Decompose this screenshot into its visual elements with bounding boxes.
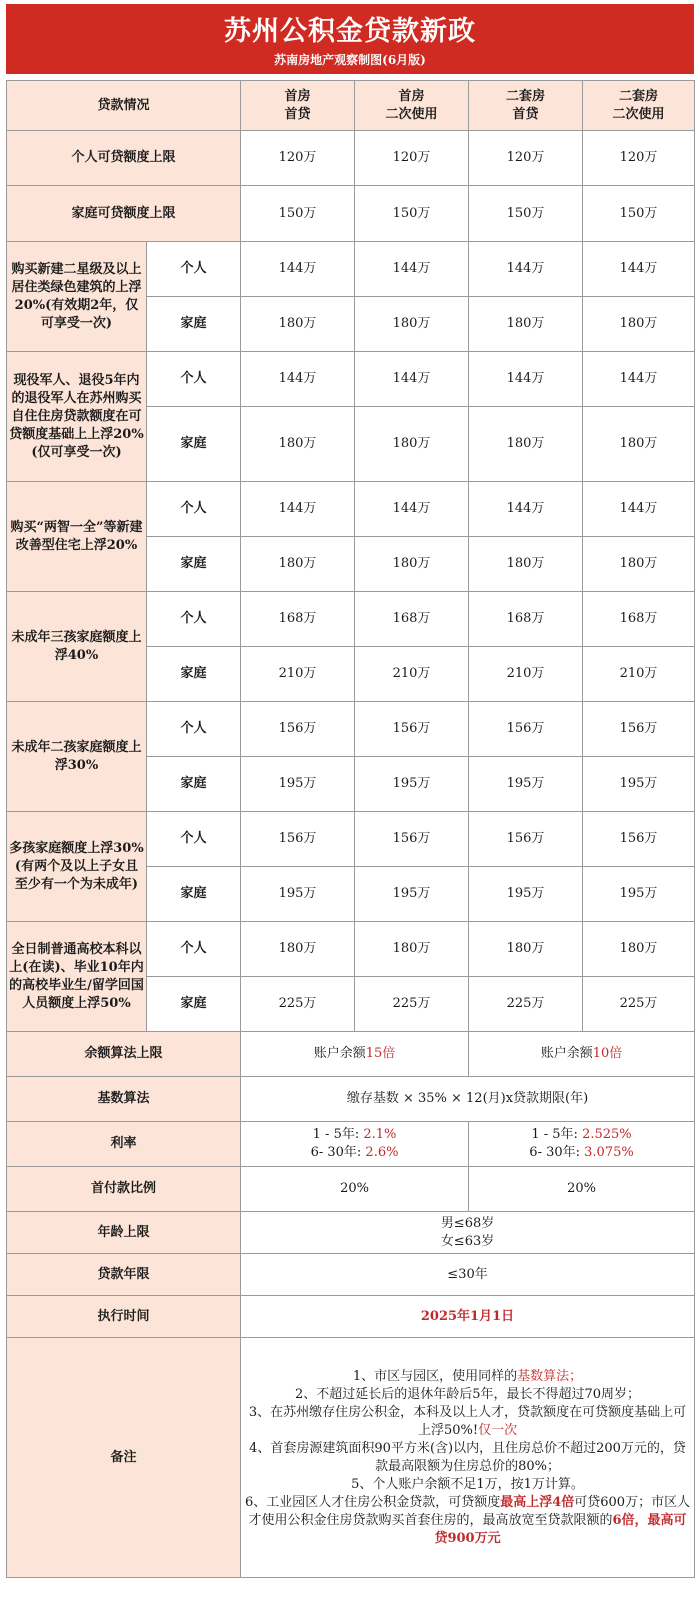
balance-second-home: [469, 1032, 695, 1077]
row-label-green-building: 购买新建二星级及以上居住类绿色建筑的上浮20%(有效期2年，仅可享受一次): [7, 242, 147, 352]
interest-second-short: [471, 1126, 692, 1144]
remark-6-highlight-2: 6倍，最高可贷900万元: [434, 1512, 687, 1546]
cell-value: 180万: [241, 407, 355, 482]
loan-term-value: ≤30年: [241, 1254, 695, 1296]
header-loan-status: 贷款情况: [7, 81, 241, 131]
sub-label-individual: 个人: [147, 922, 241, 977]
cell-value: 195万: [583, 757, 695, 812]
header-col-1-line1: 首房: [284, 88, 311, 104]
cell-value: 180万: [241, 537, 355, 592]
cell-value: 180万: [355, 922, 469, 977]
cell-value: 144万: [583, 482, 695, 537]
balance-first-multiplier: 15倍: [365, 1046, 396, 1061]
cell-value: 150万: [469, 186, 583, 242]
cell-value: 195万: [469, 757, 583, 812]
interest-first-home: [241, 1122, 469, 1167]
age-limit-male: 男≤68岁: [440, 1215, 495, 1231]
row-label-three-child: 未成年三孩家庭额度上浮40%: [7, 592, 147, 702]
header-col-3-line2: 首贷: [512, 106, 539, 122]
cell-value: 144万: [241, 482, 355, 537]
header-col-2-line1: 首房: [398, 88, 425, 104]
interest-term-label: 6- 30年:: [529, 1145, 585, 1160]
table-header-row: [7, 81, 695, 131]
remarks-content: [241, 1338, 695, 1578]
header-col-4-line2: 二次使用: [612, 106, 665, 122]
interest-term-label: 1 - 5年:: [312, 1127, 364, 1142]
remark-1-text: 1、市区与园区，使用同样的: [352, 1368, 518, 1384]
remark-6: [243, 1494, 692, 1548]
header-col-2-line2: 二次使用: [385, 106, 438, 122]
table-row: [7, 702, 695, 757]
cell-value: 150万: [355, 186, 469, 242]
cell-value: 156万: [583, 812, 695, 867]
remark-6-text: 6、工业园区人才住房公积金贷款，可贷额度: [244, 1494, 501, 1510]
cell-value: 156万: [583, 702, 695, 757]
table-row: [7, 922, 695, 977]
down-payment-first: 20%: [241, 1167, 469, 1212]
loan-policy-table: [6, 80, 695, 1578]
row-label-graduates: 全日制普通高校本科以上(在读)、毕业10年内的高校毕业生/留学回国人员额度上浮50%: [7, 922, 147, 1032]
table-row: [7, 1338, 695, 1578]
cell-value: 144万: [469, 482, 583, 537]
row-label-multi-child: 多孩家庭额度上浮30%(有两个及以上子女且至少有一个为未成年): [7, 812, 147, 922]
table-row: [7, 592, 695, 647]
cell-value: 144万: [241, 352, 355, 407]
balance-second-multiplier: 10倍: [592, 1046, 623, 1061]
row-label-family-limit: 家庭可贷额度上限: [7, 186, 241, 242]
row-label-military: 现役军人、退役5年内的退役军人在苏州购买自住住房贷款额度在可贷额度基础上上浮20%(仅可享受一次): [7, 352, 147, 482]
page-title: 苏州公积金贷款新政: [224, 16, 476, 47]
interest-rate: 2.6%: [365, 1145, 399, 1160]
cell-value: 120万: [241, 131, 355, 186]
cell-value: 210万: [583, 647, 695, 702]
remark-5: 5、个人账户余额不足1万，按1万计算。: [351, 1476, 584, 1492]
table-row: [7, 1296, 695, 1338]
table-row: [7, 242, 695, 297]
interest-second-long: [471, 1144, 692, 1162]
remark-3: [243, 1404, 692, 1440]
cell-value: 156万: [469, 702, 583, 757]
table-row: [7, 186, 695, 242]
cell-value: 150万: [583, 186, 695, 242]
cell-value: 180万: [583, 407, 695, 482]
table-row: [7, 482, 695, 537]
cell-value: 210万: [355, 647, 469, 702]
sub-label-family: 家庭: [147, 867, 241, 922]
cell-value: 180万: [583, 537, 695, 592]
remark-3-highlight: 仅一次: [478, 1422, 518, 1438]
sub-label-family: 家庭: [147, 407, 241, 482]
table-row: [7, 1212, 695, 1254]
row-label-interest: 利率: [7, 1122, 241, 1167]
row-label-base-algo: 基数算法: [7, 1077, 241, 1122]
cell-value: 144万: [469, 242, 583, 297]
interest-first-short: [243, 1126, 466, 1144]
cell-value: 144万: [355, 352, 469, 407]
sub-label-individual: 个人: [147, 812, 241, 867]
row-label-down-payment: 首付款比例: [7, 1167, 241, 1212]
cell-value: 180万: [469, 297, 583, 352]
interest-term-label: 6- 30年:: [310, 1145, 366, 1160]
header-col-3: [469, 81, 583, 131]
cell-value: 180万: [355, 407, 469, 482]
row-label-effective: 执行时间: [7, 1296, 241, 1338]
table-row: [7, 1167, 695, 1212]
cell-value: 225万: [469, 977, 583, 1032]
row-label-two-child: 未成年二孩家庭额度上浮30%: [7, 702, 147, 812]
header-col-1-line2: 首贷: [284, 106, 311, 122]
cell-value: 144万: [583, 242, 695, 297]
remark-3-text: 3、在苏州缴存住房公积金，本科及以上人才，贷款额度在可贷额度基础上可上浮50%!: [248, 1404, 687, 1438]
table-row: [7, 1122, 695, 1167]
row-label-age-limit: 年龄上限: [7, 1212, 241, 1254]
table-row: [7, 131, 695, 186]
sub-label-individual: 个人: [147, 702, 241, 757]
cell-value: 180万: [355, 297, 469, 352]
cell-value: 144万: [583, 352, 695, 407]
cell-value: 180万: [583, 922, 695, 977]
cell-value: 168万: [469, 592, 583, 647]
age-limit-values: [241, 1212, 695, 1254]
cell-value: 225万: [241, 977, 355, 1032]
cell-value: 144万: [469, 352, 583, 407]
cell-value: 180万: [583, 297, 695, 352]
cell-value: 156万: [355, 702, 469, 757]
cell-value: 195万: [355, 867, 469, 922]
header-col-2: [355, 81, 469, 131]
table-row: [7, 1254, 695, 1296]
sub-label-individual: 个人: [147, 352, 241, 407]
remark-6-highlight: 最高上浮4倍: [500, 1494, 575, 1510]
cell-value: 195万: [241, 867, 355, 922]
cell-value: 144万: [241, 242, 355, 297]
cell-value: 180万: [241, 922, 355, 977]
effective-date: 2025年1月1日: [241, 1296, 695, 1338]
cell-value: 180万: [469, 537, 583, 592]
cell-value: 150万: [241, 186, 355, 242]
remark-1-highlight: 基数算法；: [517, 1368, 583, 1384]
interest-rate: 2.1%: [363, 1127, 397, 1142]
cell-value: 180万: [241, 297, 355, 352]
cell-value: 180万: [355, 537, 469, 592]
header-col-1: [241, 81, 355, 131]
down-payment-second: 20%: [469, 1167, 695, 1212]
cell-value: 156万: [469, 812, 583, 867]
row-label-personal-limit: 个人可贷额度上限: [7, 131, 241, 186]
interest-term-label: 1 - 5年:: [531, 1127, 583, 1142]
table-row: [7, 812, 695, 867]
cell-value: 195万: [355, 757, 469, 812]
row-label-remarks: 备注: [7, 1338, 241, 1578]
remark-2: 2、不超过延长后的退休年龄后5年，最长不得超过70周岁；: [294, 1386, 641, 1402]
cell-value: 225万: [583, 977, 695, 1032]
interest-rate: 2.525%: [582, 1127, 632, 1142]
cell-value: 180万: [469, 922, 583, 977]
cell-value: 225万: [355, 977, 469, 1032]
remark-4: 4、首套房源建筑面积90平方米(含)以内，且住房总价不超过200万元的，贷款最高限额为住房总价的80%；: [249, 1440, 686, 1474]
row-label-balance-algo: 余额算法上限: [7, 1032, 241, 1077]
cell-value: 168万: [355, 592, 469, 647]
sub-label-family: 家庭: [147, 647, 241, 702]
remark-1: [243, 1368, 692, 1386]
sub-label-family: 家庭: [147, 297, 241, 352]
cell-value: 144万: [355, 242, 469, 297]
cell-value: 195万: [241, 757, 355, 812]
cell-value: 120万: [583, 131, 695, 186]
balance-second-prefix: 账户余额: [540, 1046, 593, 1061]
page-subtitle: 苏南房地产观察制图(6月版): [274, 53, 426, 67]
sub-label-family: 家庭: [147, 757, 241, 812]
row-label-loan-term: 贷款年限: [7, 1254, 241, 1296]
cell-value: 180万: [469, 407, 583, 482]
balance-first-prefix: 账户余额: [313, 1046, 366, 1061]
cell-value: 210万: [241, 647, 355, 702]
sub-label-family: 家庭: [147, 537, 241, 592]
title-banner: [6, 4, 694, 74]
header-col-3-line1: 二套房: [506, 88, 546, 104]
cell-value: 120万: [355, 131, 469, 186]
cell-value: 144万: [355, 482, 469, 537]
cell-value: 156万: [355, 812, 469, 867]
cell-value: 195万: [469, 867, 583, 922]
cell-value: 156万: [241, 702, 355, 757]
remark-6-text-2: 可贷600万；市区人才使用公积金住房贷款购买首套住房的，最高放宽至贷款限额的: [248, 1494, 691, 1528]
cell-value: 120万: [469, 131, 583, 186]
base-algo-formula: 缴存基数 × 35% × 12(月)x贷款期限(年): [241, 1077, 695, 1122]
sub-label-individual: 个人: [147, 482, 241, 537]
sub-label-individual: 个人: [147, 242, 241, 297]
interest-second-home: [469, 1122, 695, 1167]
table-row: [7, 1032, 695, 1077]
cell-value: 168万: [241, 592, 355, 647]
sub-label-individual: 个人: [147, 592, 241, 647]
row-label-smart-housing: 购买“两智一全”等新建改善型住宅上浮20%: [7, 482, 147, 592]
cell-value: 195万: [583, 867, 695, 922]
interest-first-long: [243, 1144, 466, 1162]
cell-value: 210万: [469, 647, 583, 702]
cell-value: 156万: [241, 812, 355, 867]
balance-first-home: [241, 1032, 469, 1077]
interest-rate: 3.075%: [584, 1145, 634, 1160]
header-col-4-line1: 二套房: [619, 88, 659, 104]
cell-value: 168万: [583, 592, 695, 647]
age-limit-female: 女≤63岁: [440, 1233, 495, 1249]
table-row: [7, 1077, 695, 1122]
header-col-4: [583, 81, 695, 131]
sub-label-family: 家庭: [147, 977, 241, 1032]
table-row: [7, 352, 695, 407]
